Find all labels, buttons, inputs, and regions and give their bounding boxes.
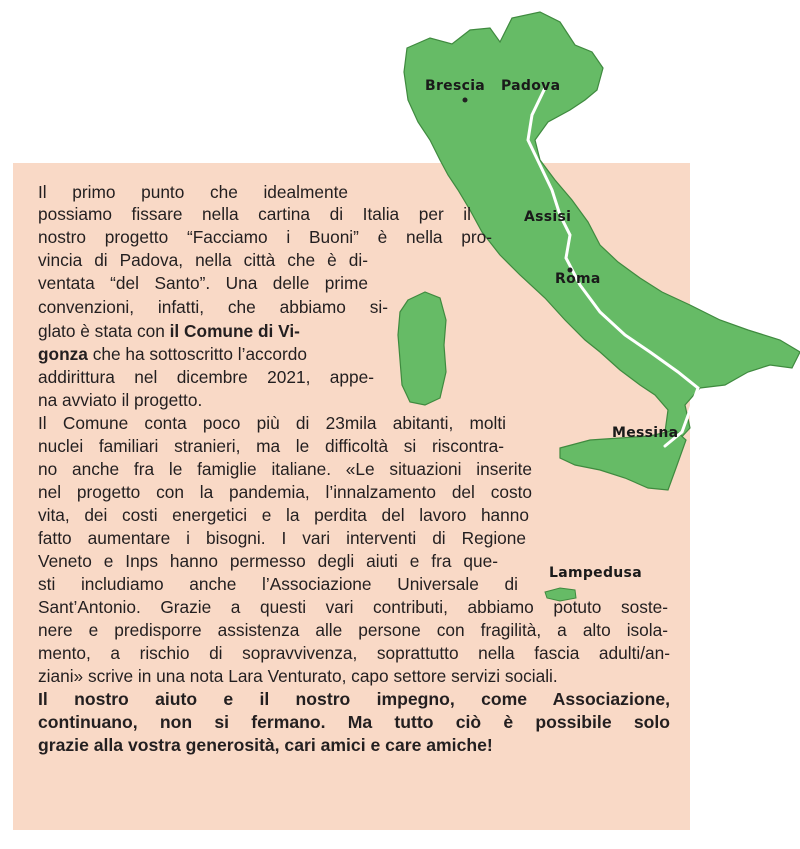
article-line: ziani» scrive in una nota Lara Venturato, capo settore servizi sociali. xyxy=(38,666,558,686)
article-line: fatto aumentare i bisogni. I vari interventi di Regione xyxy=(38,528,526,548)
article-line: vita, dei costi energetici e la perdita del lavoro hanno xyxy=(38,505,529,525)
article-line: nel progetto con la pandemia, l’innalzamento del costo xyxy=(38,482,532,502)
article-line: nostro progetto “Facciamo i Buoni” è nella pro- xyxy=(38,227,492,247)
article-text: che ha sottoscritto l’accordo xyxy=(87,344,307,364)
article-line: nere e predisporre assistenza alle persone con fragilità, a alto isola- xyxy=(38,620,668,640)
article-line: convenzioni, infatti, che abbiamo si- xyxy=(38,297,388,317)
article-line: no anche fra le famiglie italiane. «Le situazioni inserite xyxy=(38,459,532,479)
article-line: Il primo punto che idealmente xyxy=(38,182,348,202)
article-closing-line: grazie alla vostra generosità, cari amici e care amiche! xyxy=(38,735,493,755)
article-closing-line: continuano, non si fermano. Ma tutto ciò è possibile solo xyxy=(38,712,670,732)
article-line: sti includiamo anche l’Associazione Universale di xyxy=(38,574,518,594)
sardinia xyxy=(398,292,446,405)
city-label-assisi: Assisi xyxy=(524,209,572,225)
city-label-roma: Roma xyxy=(555,271,601,287)
article-text: glato è stata con xyxy=(38,321,170,341)
brescia-dot xyxy=(463,98,468,103)
article-line: Veneto e Inps hanno permesso degli aiuti e fra que- xyxy=(38,551,498,571)
article-bold-text: gonza xyxy=(38,344,88,364)
city-label-lampedusa: Lampedusa xyxy=(549,565,642,581)
city-label-brescia: Brescia xyxy=(425,78,486,94)
city-label-messina: Messina xyxy=(612,425,679,441)
article-line: na avviato il progetto. xyxy=(38,390,203,410)
article-line: nuclei familiari stranieri, ma le difficoltà si riscontra- xyxy=(38,436,504,456)
article-line: ventata “del Santo”. Una delle prime xyxy=(38,273,368,293)
article-bold-text: il Comune di Vi- xyxy=(169,321,300,341)
city-label-padova: Padova xyxy=(501,78,561,94)
article-line: mento, a rischio di sopravvivenza, soprattutto nella fascia adulti/an- xyxy=(38,643,670,663)
article-line: addirittura nel dicembre 2021, appe- xyxy=(38,367,374,387)
article-line: Sant’Antonio. Grazie a questi vari contributi, abbiamo potuto soste- xyxy=(38,597,668,617)
article-line xyxy=(38,343,307,365)
article-line: Il Comune conta poco più di 23mila abitanti, molti xyxy=(38,413,506,433)
article-closing-line: Il nostro aiuto e il nostro impegno, come Associazione, xyxy=(38,689,670,709)
article-line: vincia di Padova, nella città che è di- xyxy=(38,250,368,270)
article-line: possiamo fissare nella cartina di Italia per il xyxy=(38,204,471,224)
article-line xyxy=(38,320,300,342)
